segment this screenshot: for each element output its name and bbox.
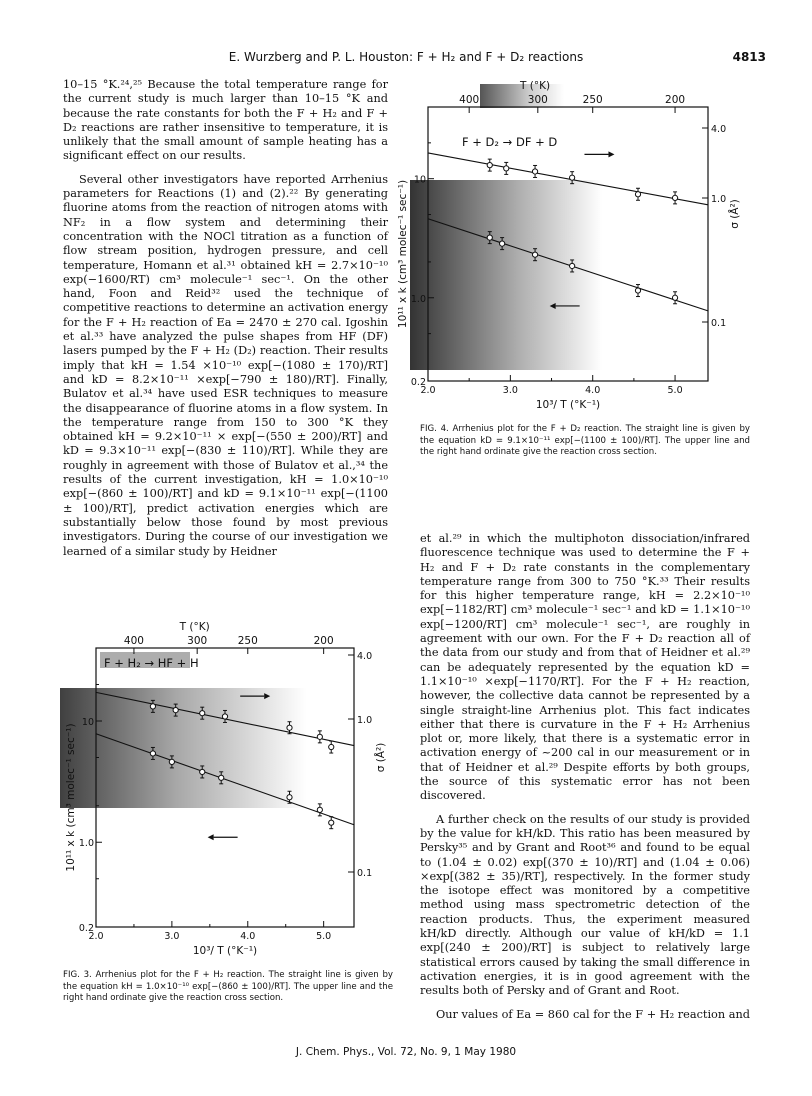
data-point <box>487 235 492 240</box>
x-axis-label: 10³/ T (°K⁻¹) <box>192 945 258 957</box>
right-paragraph-2: A further check on the results of our study is provided by the value for kH/kD. This ratio has been measured by Persky³⁵ and by Grant and Root³⁶ and found to be equal to (1.04 ± 0.02) exp[(370 ± 10)/RT] and (1.04 ± 0.06) ×exp[(382 ± 35)/RT], respectively. In the former study the isotope effect was monitored by a competitive method using mass spectrometric detection of the reaction products. Thus, the experiment measured kH/kD directly. Although our value of kH/kD = 1.1 exp[(240 ± 200)/RT] is subject to relatively large statistical errors caused by taking the small difference in activation energies, it is in good agreement with the results both of Persky and of Grant and Root. <box>420 812 750 998</box>
top-tick-label: 200 <box>665 94 686 106</box>
data-point <box>532 252 537 257</box>
data-point <box>317 807 322 812</box>
data-point <box>329 820 334 825</box>
page-footer: J. Chem. Phys., Vol. 72, No. 9, 1 May 1980 <box>295 1046 517 1058</box>
data-point <box>500 241 505 246</box>
figure-4-plot <box>397 80 755 411</box>
data-point <box>635 192 640 197</box>
right-column <box>420 532 750 1031</box>
figure-4-caption: FIG. 4. Arrhenius plot for the F + D₂ reaction. The straight line is given by the equation kD = 9.1×10⁻¹¹ exp[−(1100 ± 100)/RT]. The upper line and the right hand ordinate give the reaction cross section. <box>420 424 750 458</box>
data-point <box>222 714 227 719</box>
x-tick-label: 5.0 <box>316 931 332 942</box>
left-paragraph-2: Several other investigators have reported Arrhenius parameters for Reactions (1) and (2).²² By generating fluorine atoms from the reaction of nitrogen atoms with NF₂ in a flow system and determining their concentration with the NOCl titration as a function of flow stream position, hydrogen pressure, and cell temperature, Homann et al.³¹ obtained kH = 2.7×10⁻¹⁰ exp(−1600/RT) cm³ molecule⁻¹ sec⁻¹. On the other hand, Foon and Reid³² used the technique of competitive reactions to determine an activation energy for the F + H₂ reaction of Ea = 2470 ± 270 cal. Igoshin et al.³³ have analyzed the pulse shapes from HF (DF) lasers pumped by the F + H₂ (D₂) reaction. Their results imply that kH = 1.54 ×10⁻¹⁰ exp[−(1080 ± 170)/RT] and kD = 8.2×10⁻¹¹ ×exp[−790 ± 180)/RT]. Finally, Bulatov et al.³⁴ have used ESR techniques to measure the disappearance of fluorine atoms in a flow system. In the temperature range from 150 to 300 °K they obtained kH = 9.2×10⁻¹¹ × exp[−(550 ± 200)/RT] and kD = 9.3×10⁻¹¹ exp[−(830 ± 110)/RT]. While they are roughly in agreement with those of Bulatov et al.,³⁴ the results of the current investigation, kH = 1.0×10⁻¹⁰ exp[−(860 ± 100)/RT] and kD = 9.1×10⁻¹¹ exp[−(1100 ± 100)/RT], predict activation energies which are substantially below those found by most previous investigators. During the course of our investigation we learned of a similar study by Heidner <box>63 172 388 558</box>
y-tick-label: 10 <box>413 174 426 186</box>
figure-3-plot <box>60 604 405 964</box>
x-tick-label: 5.0 <box>667 385 683 396</box>
y-tick-label: 0.2 <box>410 377 426 388</box>
data-point <box>317 734 322 739</box>
y2-tick-label: 0.1 <box>357 868 373 879</box>
data-point <box>570 175 575 180</box>
x-tick-label: 4.0 <box>240 931 256 942</box>
y-tick-label: 1.0 <box>410 293 426 305</box>
arrow-left-head <box>208 834 214 840</box>
data-point <box>150 704 155 709</box>
figure-3 <box>60 604 405 964</box>
top-tick-label: 250 <box>582 94 603 106</box>
top-tick-label: 300 <box>187 635 208 647</box>
figure-3-caption: FIG. 3. Arrhenius plot for the F + H₂ reaction. The straight line is given by the equation kH = 1.0×10⁻¹⁰ exp[−(860 ± 100)/RT]. The upper line and the right hand ordinate give the reaction cross section. <box>63 970 393 1004</box>
y2-tick-label: 4.0 <box>357 651 373 662</box>
data-point <box>287 795 292 800</box>
top-tick-label: 400 <box>459 94 480 106</box>
y-tick-label: 10 <box>81 716 94 728</box>
page-number: 4813 <box>732 50 766 64</box>
data-point <box>487 163 492 168</box>
running-title: E. Wurzberg and P. L. Houston: F + H₂ and F + D₂ reactions <box>228 50 584 64</box>
data-point <box>672 195 677 200</box>
top-axis-label: T (°K) <box>179 621 210 633</box>
scan-shade-left <box>410 180 650 370</box>
data-point <box>173 707 178 712</box>
running-header <box>0 50 812 70</box>
top-axis-label: T (°K) <box>520 80 551 92</box>
right-paragraph-1: et al.²⁹ in which the multiphoton dissociation/infrared fluorescence technique was used to determine the F + H₂ and F + D₂ rate constants in the complementary temperature range from 300 to 750 °K.³³ Their results for this higher temperature range, kH = 2.2×10⁻¹⁰ exp[−1182/RT] cm³ molecule⁻¹ sec⁻¹ and kD = 1.1×10⁻¹⁰ exp[−1200/RT] cm³ molecule⁻¹ sec⁻¹, are roughly in agreement with our own. For the F + D₂ reaction all of the data from our study and from that of Heidner et al.²⁹ can be adequately represented by the equation kD = 1.1×10⁻¹⁰ ×exp[−1170/RT]. For the F + H₂ reaction, however, the collective data cannot be represented by a single straight-line Arrhenius plot. This fact indicates either that there is curvature in the F + H₂ Arrhenius plot or, more likely, that there is a systematic error in activation energy of ~200 cal in our measurement or in that of Heidner et al.²⁹ Despite efforts by both groups, the source of this systematic error has not been discovered. <box>420 532 750 803</box>
data-point <box>672 295 677 300</box>
right-paragraph-3: Our values of Ea = 860 cal for the F + H₂ reaction and <box>436 1007 750 1021</box>
top-tick-label: 250 <box>237 635 258 647</box>
x-axis-label: 10³/ T (°K⁻¹) <box>535 399 601 411</box>
x-tick-label: 4.0 <box>585 385 601 396</box>
arrow-right-head <box>608 151 614 157</box>
data-point <box>150 751 155 756</box>
y-tick-label: 0.2 <box>78 923 94 934</box>
data-point <box>504 166 509 171</box>
reaction-label: F + D₂ → DF + D <box>462 135 558 149</box>
data-point <box>200 711 205 716</box>
x-tick-label: 2.0 <box>88 931 104 942</box>
y-tick-label: 1.0 <box>78 838 94 850</box>
x-tick-label: 3.0 <box>164 931 180 942</box>
y2-tick-label: 4.0 <box>711 124 727 135</box>
figure-4 <box>397 80 755 411</box>
x-tick-label: 3.0 <box>502 385 518 396</box>
data-point <box>169 759 174 764</box>
left-column <box>63 78 388 568</box>
y2-tick-label: 0.1 <box>711 318 727 329</box>
data-point <box>570 263 575 268</box>
y2-axis-label: σ (Å²) <box>375 742 387 773</box>
left-paragraph-1: 10–15 °K.²⁴,²⁵ Because the total temperature range for the current study is much larger than 10–15 °K and because the rate constants for both the F + H₂ and F + D₂ reactions are rather insensitive to temperature, it is unlikely that the small amount of sample heating has a significant effect on our results. <box>63 78 388 163</box>
scan-shade-left <box>60 688 350 808</box>
top-tick-label: 400 <box>123 635 144 647</box>
data-point <box>635 288 640 293</box>
y2-tick-label: 1.0 <box>711 194 727 205</box>
data-point <box>532 169 537 174</box>
y2-tick-label: 1.0 <box>357 715 373 726</box>
reaction-label: F + H₂ → HF + H <box>104 656 199 670</box>
data-point <box>329 744 334 749</box>
data-point <box>287 725 292 730</box>
top-tick-label: 200 <box>313 635 334 647</box>
data-point <box>219 775 224 780</box>
data-point <box>200 769 205 774</box>
top-tick-label: 300 <box>527 94 548 106</box>
y-axis-label: 10¹¹ x k (cm³ molec⁻¹ sec⁻¹) <box>65 723 77 872</box>
x-tick-label: 2.0 <box>420 385 436 396</box>
y-axis-label: 10¹¹ x k (cm³ molec⁻¹ sec⁻¹) <box>397 179 409 329</box>
y2-axis-label: σ (Å²) <box>729 199 741 229</box>
